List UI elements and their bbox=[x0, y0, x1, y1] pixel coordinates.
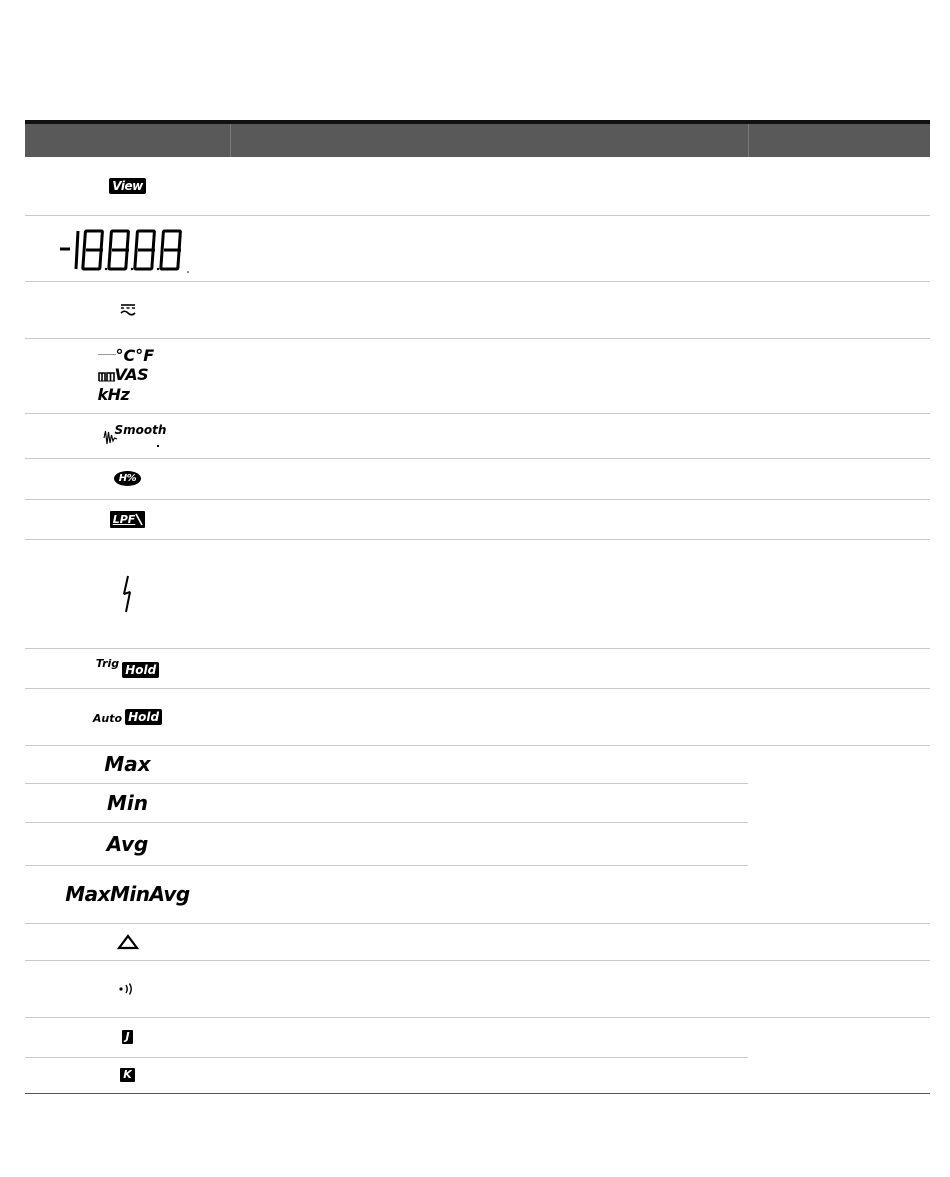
units-annunciators bbox=[98, 345, 158, 407]
hold-label: Hold bbox=[122, 662, 159, 678]
units-line-1: °C°F bbox=[115, 345, 155, 365]
table-row bbox=[25, 745, 230, 783]
table-row bbox=[25, 1057, 230, 1093]
auto-label: Auto bbox=[92, 711, 123, 725]
header-divider bbox=[230, 124, 231, 157]
table-row bbox=[25, 865, 230, 923]
k-type-icon: K bbox=[120, 1068, 135, 1082]
lpf-label: LPF bbox=[112, 512, 136, 526]
header-legend bbox=[25, 124, 230, 157]
table-row bbox=[25, 539, 230, 648]
delta-icon bbox=[117, 934, 139, 950]
table-row bbox=[25, 783, 230, 822]
trig-label: Trig bbox=[95, 657, 120, 670]
ac-dc-icon bbox=[119, 303, 137, 317]
filter-slope-icon bbox=[135, 512, 143, 527]
avg-icon: Avg bbox=[106, 831, 149, 856]
table-row bbox=[25, 413, 230, 458]
units-line-3: kHz bbox=[97, 384, 130, 404]
min-icon: Min bbox=[107, 790, 148, 815]
high-voltage-icon bbox=[121, 574, 135, 614]
table-row bbox=[25, 923, 230, 960]
units-line-2: VAS bbox=[114, 364, 149, 384]
header-divider bbox=[748, 124, 749, 157]
table-row bbox=[25, 215, 230, 281]
continuity-beeper-icon bbox=[118, 982, 138, 996]
trig-hold-icon bbox=[96, 658, 159, 678]
milli-micro-icon bbox=[98, 370, 116, 382]
table-row bbox=[25, 281, 230, 338]
table-bottom-rule bbox=[25, 1093, 930, 1094]
table-row bbox=[25, 960, 230, 1017]
annunciator-table bbox=[25, 120, 930, 1094]
table-row bbox=[25, 157, 230, 215]
table-row bbox=[25, 822, 230, 865]
primary-display-digits bbox=[58, 223, 198, 273]
hz-percent-icon: H% bbox=[114, 471, 141, 486]
auto-hold-icon bbox=[93, 709, 162, 725]
header-description bbox=[230, 124, 748, 157]
hold-label: Hold bbox=[125, 709, 162, 725]
view-icon: View bbox=[109, 178, 145, 194]
smooth-label: Smooth bbox=[114, 422, 167, 437]
smooth-icon bbox=[103, 423, 165, 449]
lpf-icon bbox=[110, 511, 146, 528]
table-row bbox=[25, 1017, 230, 1057]
header-page bbox=[748, 124, 930, 157]
table-header bbox=[25, 124, 930, 157]
j-type-icon: J bbox=[122, 1030, 132, 1044]
table-row bbox=[25, 648, 230, 688]
max-min-avg-icon: MaxMinAvg bbox=[65, 882, 190, 906]
table-row bbox=[25, 688, 230, 745]
table-row bbox=[25, 338, 230, 413]
max-icon: Max bbox=[104, 752, 151, 776]
table-row bbox=[25, 458, 230, 499]
table-row bbox=[25, 499, 230, 539]
